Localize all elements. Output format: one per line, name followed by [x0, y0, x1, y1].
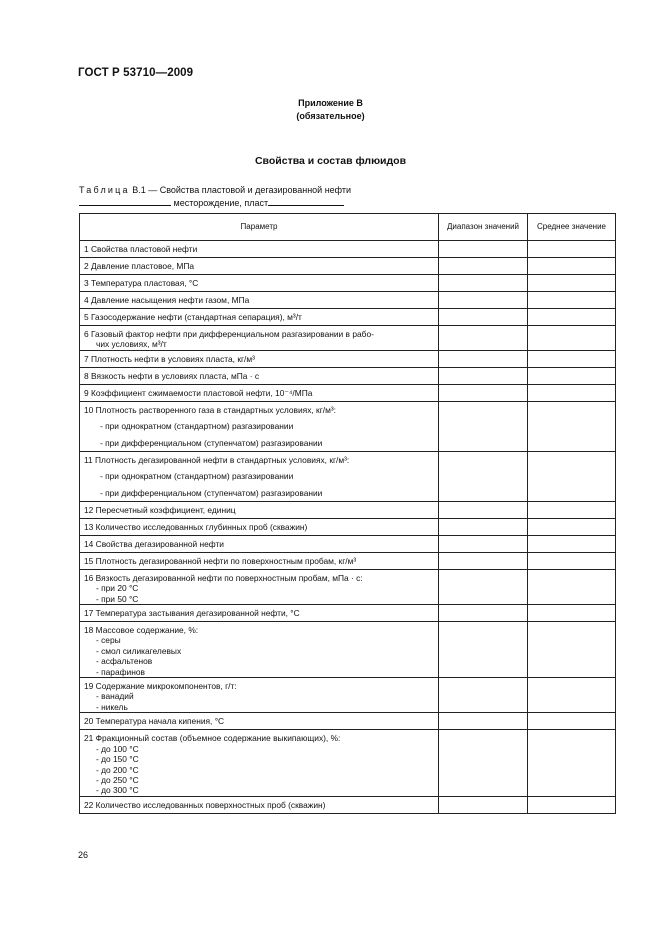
- range-cell: [439, 605, 528, 622]
- table-row: [80, 241, 616, 258]
- table-row: [80, 309, 616, 326]
- parameter-cell: [80, 622, 439, 678]
- average-cell: [528, 451, 616, 501]
- parameter-label: 21 Фракционный состав (объемное содержание выкипающих), %:: [84, 733, 341, 744]
- parameter-subitem: - до 100 °С: [96, 743, 139, 754]
- average-cell: [528, 309, 616, 326]
- parameter-subitem: - до 150 °С: [96, 754, 139, 765]
- range-cell: [439, 451, 528, 501]
- table-row: [80, 292, 616, 309]
- average-cell: [528, 275, 616, 292]
- parameter-label: 7 Плотность нефти в условиях пласта, кг/м³: [84, 353, 255, 364]
- table-row: [80, 552, 616, 569]
- average-cell: [528, 401, 616, 451]
- annex-heading: [0, 97, 661, 123]
- parameter-subitem: - смол силикагелевых: [96, 645, 182, 656]
- range-cell: [439, 401, 528, 451]
- average-cell: [528, 367, 616, 384]
- table-header-row: [80, 214, 616, 241]
- parameter-cell: [80, 605, 439, 622]
- parameter-label: 16 Вязкость дегазированной нефти по поверхностным пробам, мПа · с:: [84, 572, 363, 583]
- parameter-subitem: - парафинов: [96, 666, 145, 677]
- table-caption-word: Таблица: [79, 185, 130, 195]
- table-row: [80, 384, 616, 401]
- table-row: [80, 275, 616, 292]
- parameter-label: 14 Свойства дегазированной нефти: [84, 538, 224, 549]
- range-cell: [439, 309, 528, 326]
- range-cell: [439, 367, 528, 384]
- parameter-cell: [80, 535, 439, 552]
- average-cell: [528, 569, 616, 604]
- average-cell: [528, 384, 616, 401]
- parameter-cell: [80, 401, 439, 451]
- range-cell: [439, 258, 528, 275]
- parameter-subitem: - при дифференциальном (ступенчатом) разгазировании: [100, 437, 323, 448]
- parameter-cell: [80, 367, 439, 384]
- parameter-subitem: - до 250 °С: [96, 774, 139, 785]
- parameter-label: 13 Количество исследованных глубинных проб (скважин): [84, 521, 308, 532]
- table-row: [80, 350, 616, 367]
- annex-status: (обязательное): [296, 111, 365, 121]
- parameter-cell: [80, 326, 439, 351]
- parameter-subitem: чих условиях, м³/т: [96, 339, 167, 350]
- range-cell: [439, 730, 528, 797]
- average-cell: [528, 241, 616, 258]
- parameter-cell: [80, 797, 439, 814]
- table-row: [80, 797, 616, 814]
- average-cell: [528, 713, 616, 730]
- parameter-label: 22 Количество исследованных поверхностных проб (скважин): [84, 800, 326, 811]
- parameter-subitem: - серы: [96, 635, 121, 646]
- average-cell: [528, 730, 616, 797]
- average-cell: [528, 605, 616, 622]
- range-cell: [439, 292, 528, 309]
- parameter-label: 19 Содержание микрокомпонентов, г/т:: [84, 681, 237, 692]
- parameter-label: 15 Плотность дегазированной нефти по поверхностным пробам, кг/м³: [84, 555, 357, 566]
- range-cell: [439, 552, 528, 569]
- table-row: [80, 605, 616, 622]
- parameter-subitem: - при дифференциальном (ступенчатом) разгазировании: [100, 487, 323, 498]
- table-row: [80, 535, 616, 552]
- parameter-cell: [80, 258, 439, 275]
- parameter-label: 1 Свойства пластовой нефти: [84, 244, 198, 254]
- range-cell: [439, 275, 528, 292]
- range-cell: [439, 501, 528, 518]
- range-cell: [439, 384, 528, 401]
- average-cell: [528, 292, 616, 309]
- range-cell: [439, 713, 528, 730]
- table-caption-line2: [79, 196, 344, 210]
- page-number: 26: [78, 850, 89, 860]
- table-row: [80, 326, 616, 351]
- parameter-label: 12 Пересчетный коэффициент, единиц: [84, 504, 236, 515]
- table-row: [80, 569, 616, 604]
- table-row: [80, 367, 616, 384]
- table-row: [80, 518, 616, 535]
- header-range: Диапазон значений: [439, 214, 528, 241]
- parameter-label: 18 Массовое содержание, %:: [84, 625, 199, 636]
- parameter-subitem: - ванадий: [96, 691, 134, 702]
- table-row: [80, 713, 616, 730]
- header-parameter: Параметр: [80, 214, 439, 241]
- range-cell: [439, 326, 528, 351]
- parameter-cell: [80, 292, 439, 309]
- parameter-label: 8 Вязкость нефти в условиях пласта, мПа · с: [84, 370, 260, 381]
- parameter-subitem: - при однократном (стандартном) разгазировании: [100, 421, 294, 432]
- average-cell: [528, 501, 616, 518]
- table-caption-text: В.1 — Свойства пластовой и дегазированной нефти: [129, 185, 352, 195]
- parameter-label: 3 Температура пластовая, °С: [84, 278, 199, 288]
- parameter-label: 20 Температура начала кипения, °С: [84, 716, 225, 727]
- table-row: [80, 501, 616, 518]
- document-code: ГОСТ Р 53710—2009: [78, 67, 194, 79]
- parameter-subitem: - асфальтенов: [96, 656, 153, 667]
- parameter-label: 9 Коэффициент сжимаемости пластовой нефти, 10⁻⁴/МПа: [84, 387, 313, 398]
- parameter-subitem: - до 200 °С: [96, 764, 139, 775]
- parameter-subitem: - никель: [96, 701, 128, 712]
- parameter-subitem: - при 50 °С: [96, 593, 139, 604]
- parameter-cell: [80, 350, 439, 367]
- parameter-label: 5 Газосодержание нефти (стандартная сепарация), м³/т: [84, 312, 302, 322]
- range-cell: [439, 797, 528, 814]
- parameter-subitem: - при 20 °С: [96, 583, 139, 594]
- range-cell: [439, 535, 528, 552]
- parameter-cell: [80, 552, 439, 569]
- annex-label: Приложение В: [298, 98, 363, 108]
- parameter-cell: [80, 451, 439, 501]
- table-row: [80, 258, 616, 275]
- parameter-subitem: - до 300 °С: [96, 785, 139, 796]
- average-cell: [528, 350, 616, 367]
- range-cell: [439, 350, 528, 367]
- parameter-cell: [80, 713, 439, 730]
- parameter-label: 10 Плотность растворенного газа в стандартных условиях, кг/м³:: [84, 404, 336, 415]
- range-cell: [439, 518, 528, 535]
- reservoir-blank: [268, 196, 344, 206]
- parameter-cell: [80, 569, 439, 604]
- parameter-cell: [80, 501, 439, 518]
- parameter-label: 4 Давление насыщения нефти газом, МПа: [84, 295, 250, 305]
- field-name-blank: [79, 196, 171, 206]
- average-cell: [528, 518, 616, 535]
- table-row: [80, 730, 616, 797]
- caption-field-label: месторождение, пласт: [171, 198, 269, 208]
- table-row: [80, 622, 616, 678]
- parameter-cell: [80, 678, 439, 713]
- fluid-properties-table: [79, 213, 616, 814]
- parameter-cell: [80, 241, 439, 258]
- parameter-cell: [80, 384, 439, 401]
- parameter-label: 2 Давление пластовое, МПа: [84, 261, 195, 271]
- average-cell: [528, 258, 616, 275]
- average-cell: [528, 326, 616, 351]
- average-cell: [528, 535, 616, 552]
- parameter-cell: [80, 518, 439, 535]
- annex-title: Свойства и состав флюидов: [254, 155, 407, 167]
- range-cell: [439, 622, 528, 678]
- average-cell: [528, 552, 616, 569]
- parameter-cell: [80, 730, 439, 797]
- parameter-label: 11 Плотность дегазированной нефти в стандартных условиях, кг/м³:: [84, 454, 350, 465]
- table-row: [80, 678, 616, 713]
- range-cell: [439, 241, 528, 258]
- parameter-cell: [80, 275, 439, 292]
- range-cell: [439, 569, 528, 604]
- header-average: Среднее значение: [528, 214, 616, 241]
- table-row: [80, 401, 616, 451]
- average-cell: [528, 797, 616, 814]
- table-row: [80, 451, 616, 501]
- parameter-label: 6 Газовый фактор нефти при дифференциальном разгазировании в рабо-: [84, 329, 374, 339]
- average-cell: [528, 678, 616, 713]
- parameter-label: 17 Температура застывания дегазированной нефти, °С: [84, 608, 300, 619]
- parameter-subitem: - при однократном (стандартном) разгазировании: [100, 471, 294, 482]
- average-cell: [528, 622, 616, 678]
- parameter-cell: [80, 309, 439, 326]
- range-cell: [439, 678, 528, 713]
